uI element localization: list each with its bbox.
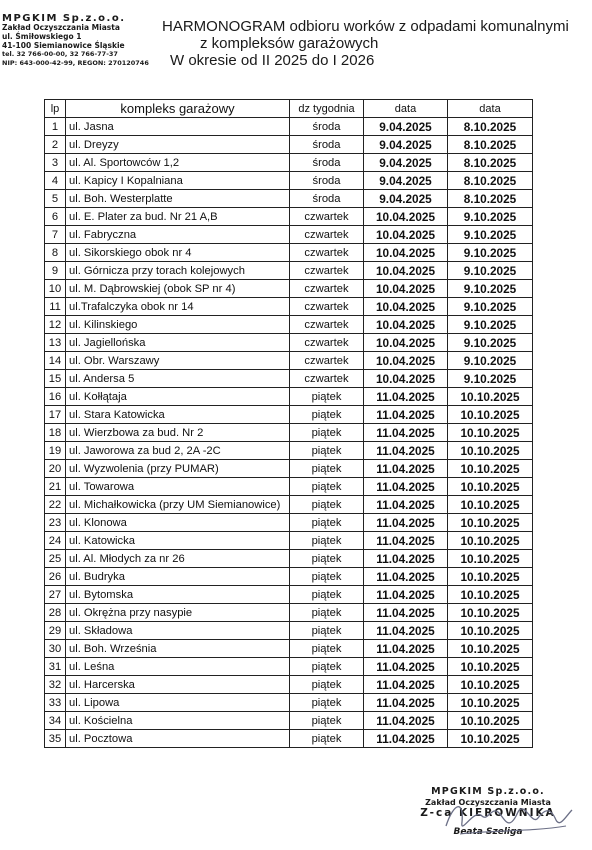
stamp-bottom-department: Zakład Oczyszczania Miasta [425,798,551,807]
second-date: 9.10.2025 [448,244,533,262]
second-date: 10.10.2025 [448,604,533,622]
table-row [45,478,533,496]
garage-complex-name: ul. E. Plater za bud. Nr 21 A,B [66,208,290,226]
first-date: 9.04.2025 [364,136,448,154]
second-date: 10.10.2025 [448,406,533,424]
row-number: 21 [45,478,66,496]
weekday: środa [290,172,364,190]
garage-complex-name: ul. Stara Katowicka [66,406,290,424]
weekday: czwartek [290,280,364,298]
stamp-bottom-company-name: MPGKIM Sp.z.o.o. [431,786,545,797]
weekday: piątek [290,586,364,604]
first-date: 11.04.2025 [364,604,448,622]
document-title [162,18,582,69]
second-date: 10.10.2025 [448,568,533,586]
table-row [45,640,533,658]
row-number: 13 [45,334,66,352]
second-date: 9.10.2025 [448,334,533,352]
row-number: 31 [45,658,66,676]
company-stamp-top [2,14,172,68]
garage-complex-name: ul. Kościelna [66,712,290,730]
table-row [45,280,533,298]
first-date: 11.04.2025 [364,622,448,640]
table-row [45,370,533,388]
first-date: 11.04.2025 [364,676,448,694]
second-date: 10.10.2025 [448,694,533,712]
table-row [45,712,533,730]
first-date: 11.04.2025 [364,640,448,658]
first-date: 10.04.2025 [364,244,448,262]
garage-complex-name: ul. Pocztowa [66,730,290,748]
weekday: piątek [290,622,364,640]
stamp-department: Zakład Oczyszczania Miasta [2,23,120,32]
second-date: 8.10.2025 [448,154,533,172]
row-number: 25 [45,550,66,568]
first-date: 11.04.2025 [364,460,448,478]
second-date: 9.10.2025 [448,226,533,244]
garage-complex-name: ul. Al. Młodych za nr 26 [66,550,290,568]
weekday: czwartek [290,244,364,262]
garage-complex-name: ul. Okrężna przy nasypie [66,604,290,622]
first-date: 11.04.2025 [364,496,448,514]
weekday: czwartek [290,298,364,316]
row-number: 15 [45,370,66,388]
handwritten-signature [440,796,580,844]
table-row [45,568,533,586]
table-row [45,352,533,370]
table-row [45,658,533,676]
garage-complex-name: ul. Klonowa [66,514,290,532]
garage-complex-name: ul. Kapicy I Kopalniana [66,172,290,190]
weekday: piątek [290,496,364,514]
row-number: 1 [45,118,66,136]
garage-complex-name: ul. Obr. Warszawy [66,352,290,370]
collection-schedule-table [44,99,533,748]
header-garage-complex: kompleks garażowy [66,100,290,118]
weekday: piątek [290,640,364,658]
table-row [45,694,533,712]
second-date: 10.10.2025 [448,442,533,460]
table-row [45,154,533,172]
garage-complex-name: ul. Lipowa [66,694,290,712]
stamp-bottom-role: Z-ca KIEROWNIKA [420,807,556,819]
first-date: 10.04.2025 [364,352,448,370]
row-number: 34 [45,712,66,730]
row-number: 29 [45,622,66,640]
header-weekday: dz tygodnia [290,100,364,118]
row-number: 23 [45,514,66,532]
weekday: czwartek [290,316,364,334]
table-row [45,298,533,316]
garage-complex-name: ul. Katowicka [66,532,290,550]
second-date: 8.10.2025 [448,190,533,208]
weekday: piątek [290,406,364,424]
first-date: 10.04.2025 [364,280,448,298]
first-date: 9.04.2025 [364,190,448,208]
first-date: 10.04.2025 [364,226,448,244]
second-date: 10.10.2025 [448,532,533,550]
row-number: 9 [45,262,66,280]
table-row [45,388,533,406]
weekday: czwartek [290,262,364,280]
second-date: 10.10.2025 [448,676,533,694]
weekday: piątek [290,424,364,442]
first-date: 11.04.2025 [364,388,448,406]
weekday: piątek [290,712,364,730]
garage-complex-name: ul. Boh. Westerplatte [66,190,290,208]
first-date: 11.04.2025 [364,532,448,550]
weekday: środa [290,154,364,172]
table-row [45,226,533,244]
weekday: środa [290,118,364,136]
first-date: 9.04.2025 [364,154,448,172]
weekday: piątek [290,478,364,496]
garage-complex-name: ul. Kilinskiego [66,316,290,334]
garage-complex-name: ul. Leśna [66,658,290,676]
first-date: 10.04.2025 [364,316,448,334]
table-row [45,334,533,352]
second-date: 9.10.2025 [448,208,533,226]
weekday: piątek [290,568,364,586]
signature-stroke [446,807,572,826]
weekday: piątek [290,460,364,478]
garage-complex-name: ul. Towarowa [66,478,290,496]
first-date: 10.04.2025 [364,298,448,316]
weekday: piątek [290,514,364,532]
second-date: 9.10.2025 [448,298,533,316]
second-date: 10.10.2025 [448,388,533,406]
second-date: 9.10.2025 [448,352,533,370]
first-date: 11.04.2025 [364,730,448,748]
table-row [45,730,533,748]
first-date: 11.04.2025 [364,442,448,460]
row-number: 3 [45,154,66,172]
table-row [45,424,533,442]
table-row [45,514,533,532]
row-number: 6 [45,208,66,226]
table-row [45,190,533,208]
second-date: 8.10.2025 [448,118,533,136]
row-number: 18 [45,424,66,442]
second-date: 8.10.2025 [448,136,533,154]
weekday: czwartek [290,208,364,226]
row-number: 26 [45,568,66,586]
header-date-2: data [448,100,533,118]
table-row [45,622,533,640]
first-date: 10.04.2025 [364,334,448,352]
weekday: czwartek [290,352,364,370]
garage-complex-name: ul. Fabryczna [66,226,290,244]
garage-complex-name: ul. Wierzbowa za bud. Nr 2 [66,424,290,442]
garage-complex-name: ul. Andersa 5 [66,370,290,388]
title-line-2: z kompleksów garażowych [200,35,379,52]
row-number: 33 [45,694,66,712]
first-date: 10.04.2025 [364,208,448,226]
stamp-tax-ids: NIP: 643-000-42-99, REGON: 270120746 [2,59,149,67]
stamp-city: 41-100 Siemianowice Śląskie [2,41,125,50]
first-date: 11.04.2025 [364,424,448,442]
table-row [45,208,533,226]
table-row [45,532,533,550]
second-date: 10.10.2025 [448,460,533,478]
stamp-street: ul. Śmiłowskiego 1 [2,32,82,41]
weekday: środa [290,190,364,208]
second-date: 10.10.2025 [448,514,533,532]
stamp-company-name: MPGKIM Sp.z.o.o. [2,13,126,24]
garage-complex-name: ul. Składowa [66,622,290,640]
row-number: 28 [45,604,66,622]
row-number: 2 [45,136,66,154]
first-date: 10.04.2025 [364,262,448,280]
signature-underline [460,826,566,834]
weekday: piątek [290,694,364,712]
table-row [45,586,533,604]
first-date: 9.04.2025 [364,118,448,136]
garage-complex-name: ul. Sikorskiego obok nr 4 [66,244,290,262]
garage-complex-name: ul. M. Dąbrowskiej (obok SP nr 4) [66,280,290,298]
table-row [45,262,533,280]
table-row [45,136,533,154]
weekday: czwartek [290,370,364,388]
garage-complex-name: ul. Jasna [66,118,290,136]
garage-complex-name: ul. Bytomska [66,586,290,604]
garage-complex-name: ul. Górnicza przy torach kolejowych [66,262,290,280]
weekday: piątek [290,658,364,676]
row-number: 32 [45,676,66,694]
weekday: piątek [290,604,364,622]
row-number: 7 [45,226,66,244]
table-row [45,442,533,460]
row-number: 16 [45,388,66,406]
garage-complex-name: ul.Trafalczyka obok nr 14 [66,298,290,316]
title-line-1: HARMONOGRAM odbioru worków z odpadami komunalnymi [162,18,569,35]
weekday: piątek [290,442,364,460]
first-date: 11.04.2025 [364,406,448,424]
second-date: 10.10.2025 [448,712,533,730]
second-date: 10.10.2025 [448,424,533,442]
row-number: 12 [45,316,66,334]
first-date: 11.04.2025 [364,694,448,712]
table-row [45,172,533,190]
second-date: 10.10.2025 [448,730,533,748]
header-lp: lp [45,100,66,118]
second-date: 9.10.2025 [448,370,533,388]
table-row [45,676,533,694]
row-number: 10 [45,280,66,298]
garage-complex-name: ul. Wyzwolenia (przy PUMAR) [66,460,290,478]
table-row [45,496,533,514]
second-date: 9.10.2025 [448,316,533,334]
garage-complex-name: ul. Jagiellońska [66,334,290,352]
table-row [45,118,533,136]
first-date: 10.04.2025 [364,370,448,388]
row-number: 24 [45,532,66,550]
table-row [45,460,533,478]
second-date: 10.10.2025 [448,586,533,604]
weekday: środa [290,136,364,154]
first-date: 9.04.2025 [364,172,448,190]
first-date: 11.04.2025 [364,586,448,604]
stamp-phone: tel. 32 766-00-00, 32 766-77-37 [2,50,118,58]
garage-complex-name: ul. Kołłątaja [66,388,290,406]
stamp-bottom-person: Beata Szeliga [453,827,523,837]
title-line-3: W okresie od II 2025 do I 2026 [170,52,375,69]
first-date: 11.04.2025 [364,514,448,532]
second-date: 10.10.2025 [448,550,533,568]
garage-complex-name: ul. Boh. Września [66,640,290,658]
weekday: piątek [290,730,364,748]
garage-complex-name: ul. Dreyzy [66,136,290,154]
table-row [45,244,533,262]
table-row [45,604,533,622]
table-row [45,316,533,334]
table-row [45,406,533,424]
garage-complex-name: ul. Budryka [66,568,290,586]
row-number: 22 [45,496,66,514]
row-number: 11 [45,298,66,316]
weekday: czwartek [290,226,364,244]
row-number: 30 [45,640,66,658]
row-number: 5 [45,190,66,208]
first-date: 11.04.2025 [364,712,448,730]
row-number: 14 [45,352,66,370]
row-number: 17 [45,406,66,424]
row-number: 35 [45,730,66,748]
second-date: 10.10.2025 [448,622,533,640]
second-date: 10.10.2025 [448,478,533,496]
second-date: 10.10.2025 [448,640,533,658]
second-date: 10.10.2025 [448,658,533,676]
first-date: 11.04.2025 [364,550,448,568]
row-number: 19 [45,442,66,460]
weekday: piątek [290,676,364,694]
table-header-row [45,100,533,118]
second-date: 10.10.2025 [448,496,533,514]
first-date: 11.04.2025 [364,658,448,676]
row-number: 27 [45,586,66,604]
first-date: 11.04.2025 [364,568,448,586]
garage-complex-name: ul. Harcerska [66,676,290,694]
row-number: 8 [45,244,66,262]
garage-complex-name: ul. Michałkowicka (przy UM Siemianowice) [66,496,290,514]
row-number: 4 [45,172,66,190]
second-date: 9.10.2025 [448,262,533,280]
weekday: piątek [290,550,364,568]
header-date-1: data [364,100,448,118]
table-body [45,118,533,748]
row-number: 20 [45,460,66,478]
first-date: 11.04.2025 [364,478,448,496]
garage-complex-name: ul. Al. Sportowców 1,2 [66,154,290,172]
weekday: piątek [290,388,364,406]
garage-complex-name: ul. Jaworowa za bud 2, 2A -2C [66,442,290,460]
weekday: piątek [290,532,364,550]
second-date: 8.10.2025 [448,172,533,190]
table-row [45,550,533,568]
second-date: 9.10.2025 [448,280,533,298]
weekday: czwartek [290,334,364,352]
